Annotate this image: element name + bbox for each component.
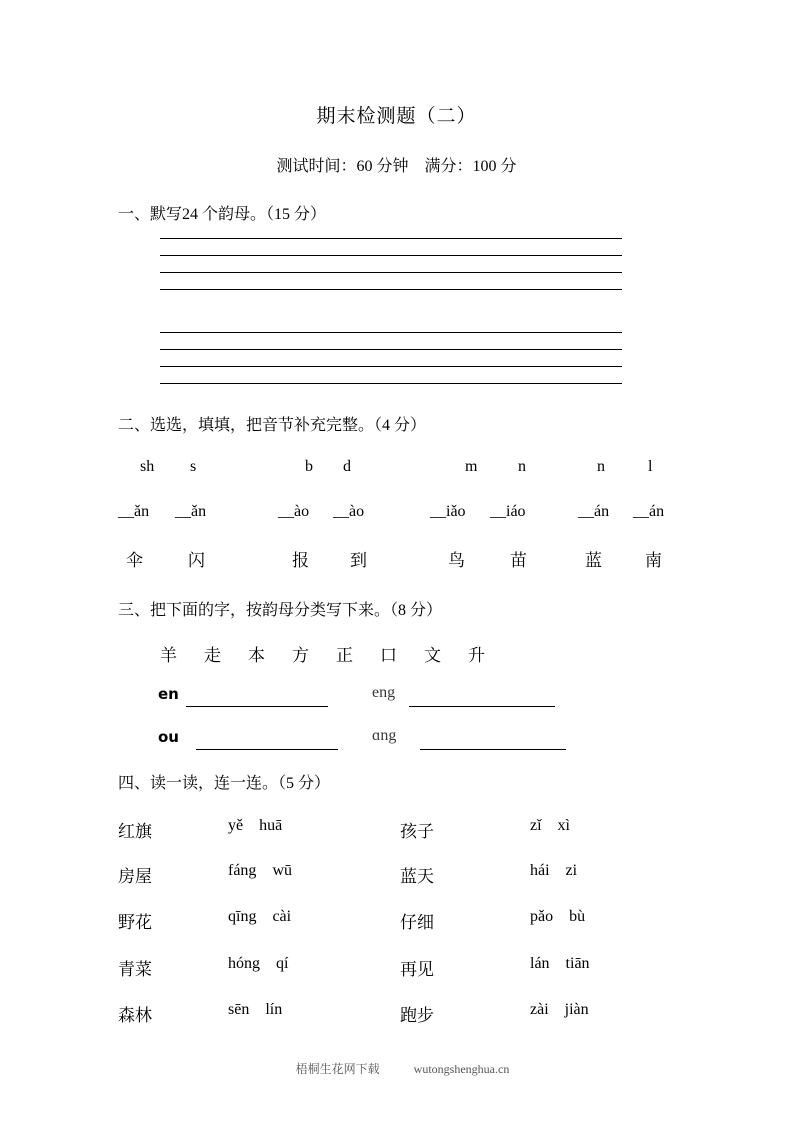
category-answer-line-eng[interactable] bbox=[409, 706, 555, 707]
pinyin-syllable: xì bbox=[557, 817, 570, 834]
pinyin-syllable: yě bbox=[228, 817, 244, 834]
match-right-pinyin[interactable] bbox=[530, 862, 577, 880]
section-3-character-bank bbox=[160, 641, 512, 666]
pinyin-syllable: qīng bbox=[228, 908, 257, 925]
initial-option[interactable]: d bbox=[343, 458, 351, 475]
final-blank[interactable]: __ǎn bbox=[118, 503, 150, 520]
initial-option[interactable]: m bbox=[465, 458, 478, 475]
initial-option[interactable]: sh bbox=[140, 458, 155, 475]
footer-source: 梧桐生花网下载 bbox=[295, 1062, 380, 1076]
section-3-row-ou-ang bbox=[0, 727, 793, 755]
initial-option[interactable]: b bbox=[305, 458, 313, 475]
bank-character: 升 bbox=[468, 646, 485, 665]
match-right-word[interactable]: 蓝天 bbox=[400, 867, 434, 886]
match-left-word[interactable]: 青菜 bbox=[118, 960, 152, 979]
pinyin-syllable: lín bbox=[265, 1001, 283, 1018]
bank-character: 走 bbox=[204, 646, 221, 665]
prompt-character: 南 bbox=[645, 551, 662, 570]
section-3-heading: 三、把下面的字，按韵母分类写下来。（8 分） bbox=[118, 602, 443, 619]
writing-line[interactable] bbox=[160, 238, 622, 239]
category-answer-line-ou[interactable] bbox=[196, 749, 338, 750]
pinyin-syllable: sēn bbox=[228, 1001, 250, 1018]
match-left-word[interactable]: 房屋 bbox=[118, 867, 152, 886]
pinyin-syllable: qí bbox=[276, 955, 289, 972]
match-right-word[interactable]: 再见 bbox=[400, 960, 434, 979]
writing-line[interactable] bbox=[160, 255, 622, 256]
pinyin-syllable: zǐ bbox=[530, 817, 542, 834]
section-1-heading: 一、默写24 个韵母。（15 分） bbox=[118, 206, 327, 223]
match-left-word[interactable]: 森林 bbox=[118, 1006, 152, 1025]
section-2-initials-row bbox=[0, 458, 793, 484]
matching-row bbox=[0, 955, 793, 985]
match-left-pinyin[interactable] bbox=[228, 908, 291, 926]
pinyin-syllable: wū bbox=[272, 862, 292, 879]
section-2-heading: 二、选选，填填，把音节补充完整。（4 分） bbox=[118, 417, 427, 434]
category-label-en: en bbox=[158, 685, 179, 703]
pinyin-syllable: huā bbox=[259, 817, 283, 834]
prompt-character: 到 bbox=[350, 551, 367, 570]
match-left-pinyin[interactable] bbox=[228, 955, 288, 973]
initial-option[interactable]: n bbox=[597, 458, 605, 475]
page-subtitle: 测试时间：60 分钟 满分：100 分 bbox=[276, 158, 517, 175]
prompt-character: 鸟 bbox=[448, 551, 465, 570]
pinyin-syllable: lán bbox=[530, 955, 550, 972]
match-right-pinyin[interactable] bbox=[530, 955, 590, 973]
category-label-ou: ou bbox=[158, 728, 179, 746]
pinyin-syllable: cài bbox=[272, 908, 292, 925]
section-2-finals-row bbox=[0, 503, 793, 529]
match-right-pinyin[interactable] bbox=[530, 817, 570, 835]
section-2-characters-row bbox=[0, 546, 793, 572]
footer-watermark bbox=[0, 1045, 793, 1092]
final-blank[interactable]: __iáo bbox=[490, 503, 526, 520]
section-3-row-en-eng bbox=[0, 684, 793, 712]
match-right-word[interactable]: 跑步 bbox=[400, 1006, 434, 1025]
bank-character: 本 bbox=[248, 646, 265, 665]
match-left-word[interactable]: 野花 bbox=[118, 913, 152, 932]
bank-character: 文 bbox=[424, 646, 441, 665]
writing-line[interactable] bbox=[160, 272, 622, 273]
prompt-character: 苗 bbox=[510, 551, 527, 570]
prompt-character: 蓝 bbox=[585, 551, 602, 570]
bank-character: 正 bbox=[336, 646, 353, 665]
pinyin-syllable: fáng bbox=[228, 862, 257, 879]
initial-option[interactable]: s bbox=[190, 458, 197, 475]
match-left-pinyin[interactable] bbox=[228, 1001, 282, 1019]
pinyin-syllable: tiān bbox=[565, 955, 590, 972]
matching-row bbox=[0, 862, 793, 892]
final-blank[interactable]: __án bbox=[578, 503, 610, 520]
prompt-character: 报 bbox=[292, 551, 309, 570]
category-label-eng: eng bbox=[372, 684, 396, 701]
category-answer-line-ang[interactable] bbox=[420, 749, 566, 750]
pinyin-syllable: jiàn bbox=[564, 1001, 589, 1018]
match-left-word[interactable]: 红旗 bbox=[118, 822, 152, 841]
match-right-word[interactable]: 仔细 bbox=[400, 913, 434, 932]
final-blank[interactable]: __iǎo bbox=[430, 503, 466, 520]
prompt-character: 闪 bbox=[188, 551, 205, 570]
final-blank[interactable]: __ào bbox=[333, 503, 365, 520]
section-4-heading: 四、读一读，连一连。（5 分） bbox=[118, 775, 331, 792]
writing-line[interactable] bbox=[160, 349, 622, 350]
initial-option[interactable]: n bbox=[518, 458, 526, 475]
writing-line[interactable] bbox=[160, 366, 622, 367]
prompt-character: 伞 bbox=[126, 551, 143, 570]
matching-row bbox=[0, 817, 793, 847]
matching-row bbox=[0, 1001, 793, 1031]
final-blank[interactable]: __ǎn bbox=[175, 503, 207, 520]
pinyin-syllable: bù bbox=[569, 908, 586, 925]
category-answer-line-en[interactable] bbox=[186, 706, 328, 707]
match-right-word[interactable]: 孩子 bbox=[400, 822, 434, 841]
pinyin-syllable: hái bbox=[530, 862, 550, 879]
final-blank[interactable]: __án bbox=[633, 503, 665, 520]
matching-row bbox=[0, 908, 793, 938]
writing-line[interactable] bbox=[160, 332, 622, 333]
category-label-ang: ɑng bbox=[372, 727, 397, 744]
initial-option[interactable]: l bbox=[648, 458, 653, 475]
final-blank[interactable]: __ào bbox=[278, 503, 310, 520]
pinyin-syllable: zi bbox=[565, 862, 578, 879]
match-right-pinyin[interactable] bbox=[530, 1001, 589, 1019]
pinyin-syllable: hóng bbox=[228, 955, 260, 972]
pinyin-syllable: pǎo bbox=[530, 908, 554, 925]
match-left-pinyin[interactable] bbox=[228, 862, 292, 880]
footer-site: wutongshenghua.cn bbox=[413, 1062, 510, 1076]
writing-line[interactable] bbox=[160, 383, 622, 384]
writing-line[interactable] bbox=[160, 289, 622, 290]
bank-character: 口 bbox=[380, 646, 397, 665]
match-left-pinyin[interactable] bbox=[228, 817, 282, 835]
bank-character: 羊 bbox=[160, 646, 177, 665]
bank-character: 方 bbox=[292, 646, 309, 665]
match-right-pinyin[interactable] bbox=[530, 908, 585, 926]
pinyin-syllable: zài bbox=[530, 1001, 549, 1018]
page-title: 期末检测题（二） bbox=[316, 106, 477, 127]
